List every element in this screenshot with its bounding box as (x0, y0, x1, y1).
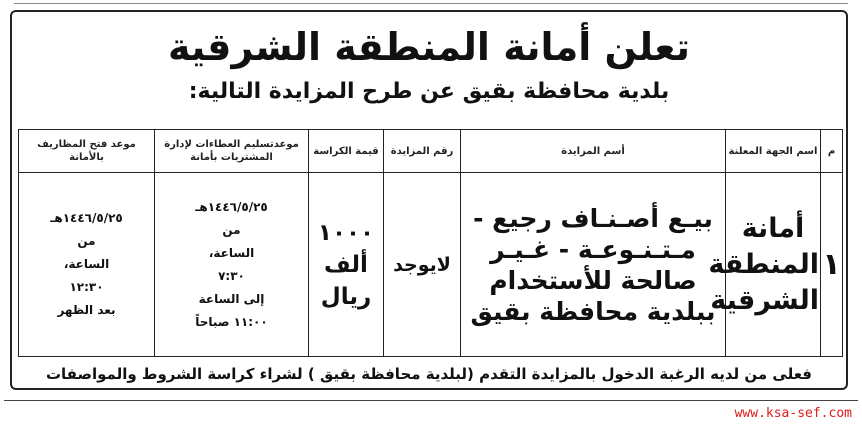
table-header-row (19, 130, 843, 173)
opening-time: ١٢:٣٠ (69, 280, 104, 294)
delivery-date: ١٤٤٦/٥/٢٥هـ (195, 199, 268, 214)
website-link[interactable]: www.ksa-sef.com (734, 406, 852, 421)
delivery-end: ١١:٠٠ صباحاً (195, 314, 268, 329)
cell-no: ١ (821, 173, 843, 357)
cell-entity: أمانة المنطقة الشرقية (726, 173, 821, 357)
delivery-to: إلى الساعة (198, 291, 265, 306)
header-auction-name: أسم المزايدة (461, 130, 726, 173)
header-opening-date: موعد فتح المظاريف بالأمانة (19, 130, 155, 173)
opening-time-label: الساعة، (63, 257, 110, 271)
cell-auction-name: بيـع أصـنـاف رجيع - مـتـنـوعـة - غـيـر صالحة للأستخدام ببلدية محافظة بقيق (461, 173, 726, 357)
header-delivery-date: موعدتسليم العطاءات لإدارة المشتريات بأمانة (155, 130, 309, 173)
auction-table (18, 129, 843, 357)
delivery-time-label: الساعة، (208, 245, 255, 260)
cell-opening-date (19, 173, 155, 357)
announcement-subtitle: بلدية محافظة بقيق عن طرح المزايدة التالية: (188, 79, 670, 104)
bottom-divider (4, 400, 858, 401)
footer-note: فعلى من لديه الرغبة الدخول بالمزايدة التقدم (لبلدية محافظة بقيق ) لشراء كراسة الشروط والمواصفات (45, 365, 813, 383)
opening-period: بعد الظهر (57, 303, 116, 317)
cell-delivery-date (155, 173, 309, 357)
header-no: م (821, 130, 843, 173)
table-row (19, 173, 843, 357)
cell-auction-number: لايوجد (384, 173, 461, 357)
header-booklet-price: قيمة الكراسة (309, 130, 384, 173)
header-entity: اسم الجهة المعلنة (726, 130, 821, 173)
announcement-title: تعلن أمانة المنطقة الشرقية (168, 25, 690, 69)
opening-date: ١٤٤٦/٥/٢٥هـ (50, 211, 123, 225)
announcement-frame (10, 10, 848, 390)
top-divider (14, 3, 848, 4)
opening-from: من (77, 234, 96, 248)
header-auction-number: رقم المزايدة (384, 130, 461, 173)
delivery-from: من (222, 222, 241, 237)
delivery-time: ٧:٣٠ (218, 268, 245, 283)
cell-booklet-price: ١٠٠٠ ألف ريال (309, 173, 384, 357)
